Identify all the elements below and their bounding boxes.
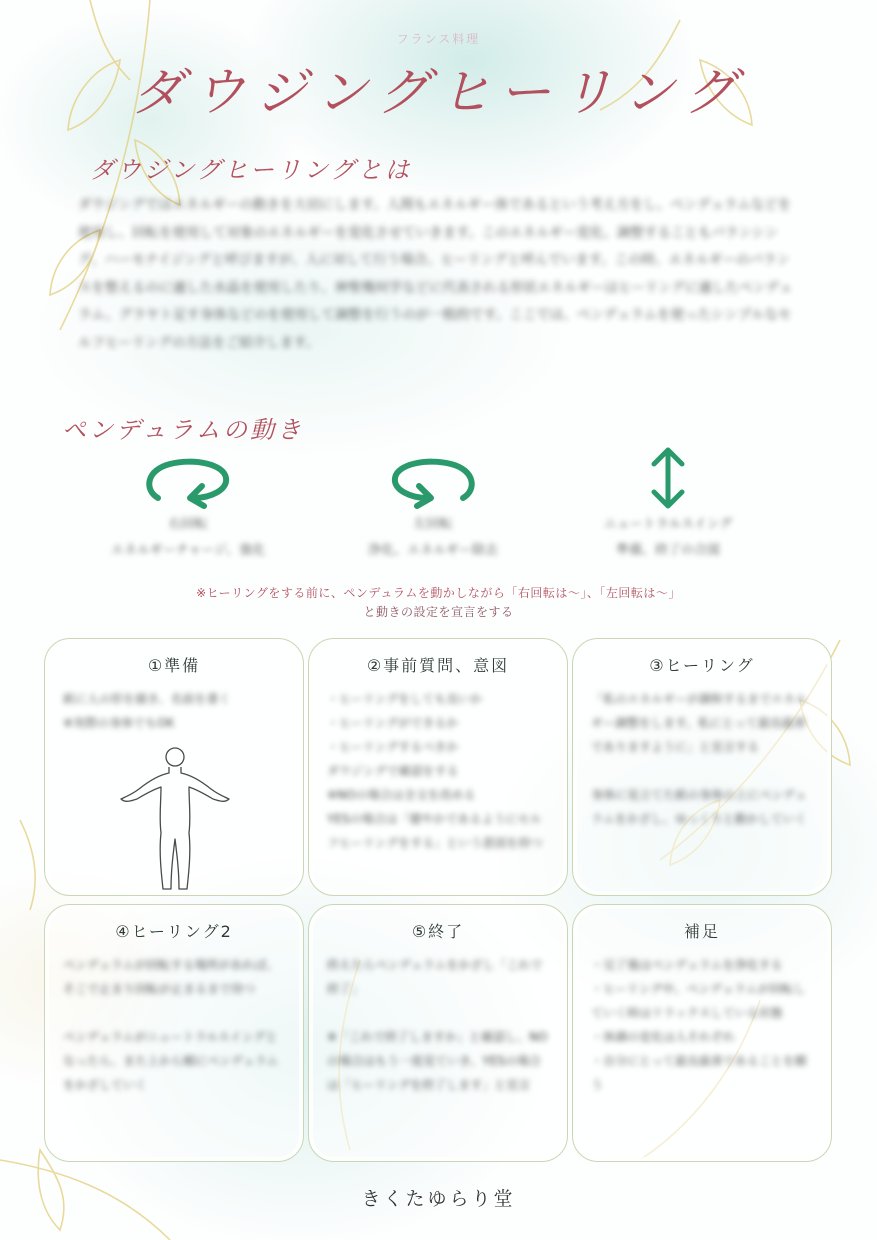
card-body: 「私のエネルギーが調和するまでエネルギー調整をします。私にとって最良最善でありますように」と宣言する 身体に見立てた紙の身体の上にペンデュラムをかざし、ゆっくりと動かしていく <box>591 692 808 826</box>
step-card-pre-question <box>308 638 568 896</box>
motion-desc: 準備、終了の合図 <box>615 543 720 558</box>
card-title: ③ヒーリング <box>649 656 755 675</box>
motion-clockwise <box>68 452 308 564</box>
motion-neutral-swing <box>548 444 788 564</box>
vertical-swing-icon <box>648 444 688 512</box>
intro-paragraph: ダウジングではエネルギーの動きを大切にします。人間もエネルギー体であるという考え方をし、ペンデュラムなどを使用し、回転を使用して対象のエネルギーを変化させていきます。このエネルギー変化、調整することもバランシング、ハーモナイジングと呼びますが、人に対して行う場合、ヒーリングと呼んでいます。この時、エネルギーのバランスを整えるのに適した水晶を使用したり、神聖幾何学などに代表される形状エネルギーはヒーリングに適したペンデュラム、グラヤト足す身体などのを使用して調整を行うのが一般的です。ここでは、ペンデュラムを使ったシンプルなセルフヒーリングの方法をご紹介します。 <box>78 197 793 351</box>
step-card-supplement <box>572 904 832 1162</box>
human-figure-icon <box>119 743 231 893</box>
card-title: ①準備 <box>147 656 201 675</box>
card-title: 補足 <box>683 922 720 941</box>
motion-desc: エネルギーチャージ、強化 <box>110 543 266 558</box>
motion-name: 左回転 <box>413 517 453 532</box>
note-line-2: と動きの設定を宣言をする <box>363 605 514 619</box>
card-title: ②事前質問、意図 <box>366 656 510 675</box>
page-subtitle: フランス料理 <box>396 32 481 46</box>
motion-counterclockwise <box>313 452 553 564</box>
card-title: ④ヒーリング2 <box>115 922 233 941</box>
motion-desc: 浄化、エネルギー除去 <box>367 543 498 558</box>
page-title: ダウジングヒーリング <box>131 63 746 123</box>
card-body: 紙に人の形を描き、名前を書く ※実際の身体でもOK <box>63 692 231 730</box>
motion-setting-note <box>0 584 877 622</box>
footer-brand: きくたゆらり堂 <box>361 1188 516 1210</box>
card-body: ・ヒーリングをしても良いか ・ヒーリングができるか ・ヒーリングするべきか ダウジングで確認をする ※NOの場合は全文を改める YESの場合は「健やかであるようにセルフヒーリングをする」という意図を持つ <box>327 692 543 850</box>
motion-name: 右回転 <box>168 517 208 532</box>
motion-name: ニュートラルスイング <box>603 517 733 532</box>
card-body: ・完了後はペンデュラムを浄化する ・ヒーリング中、ペンデュラムが回転していく時はリラックスしている状態 ・体調の変化は人それぞれ ・自分にとって最良最善であることを願う <box>591 958 807 1092</box>
note-line-1: ※ヒーリングをする前に、ペンデュラムを動かしながら「右回転は〜」、「左回転は〜」 <box>196 586 681 600</box>
card-body: ペンデュラムが回転する場所があれば、そこで止まり回転が止まるまで待つ ペンデュラムがニュートラルスイングとなったら、また上から順にペンデュラムをかざしていく <box>63 958 279 1092</box>
card-title: ⑤終了 <box>411 922 465 941</box>
motions-heading: ペンデュラムの動き <box>62 416 305 444</box>
intro-heading: ダウジングヒーリングとは <box>90 156 412 184</box>
card-body: 終えたらペンデュラムをかざし「これで終了」 ※「これで終了しますか」と確認し、NOの場合はもう一度見ていき、YESの場合は「ヒーリングを終了します」と宣言 <box>327 958 548 1092</box>
clockwise-rotation-icon <box>140 452 236 512</box>
step-card-preparation <box>44 638 304 896</box>
step-card-healing <box>572 638 832 896</box>
step-card-finish <box>308 904 568 1162</box>
counterclockwise-rotation-icon <box>385 452 481 512</box>
step-card-healing-2 <box>44 904 304 1162</box>
